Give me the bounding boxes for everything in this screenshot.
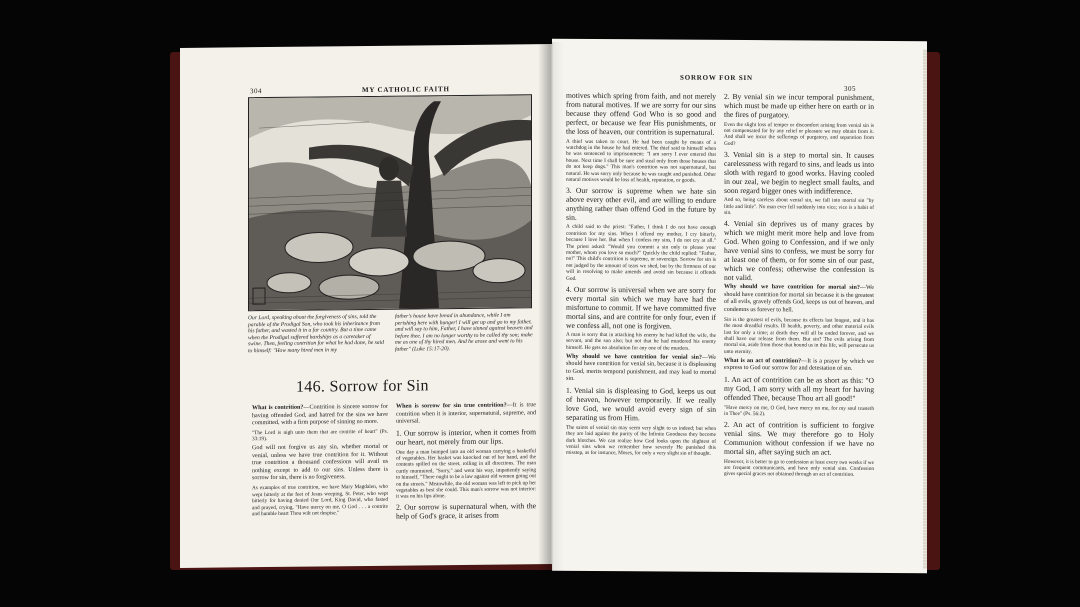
question-heading: Why should we have contrition for mortal sin?: [724, 284, 860, 292]
point-text: 1. Our sorrow is interior, when it comes from our heart, not merely from our lips.: [396, 427, 536, 447]
example-text: And so, being careless about venial sin, we fall into mortal sin "by little and little". No man ever fell suddenly into vice; vice is a habit of sin.: [724, 197, 874, 216]
point-text: 1. Venial sin is displeasing to God, keeps us out of heaven, however temporarily. If we really love God, we would avoid every sign of sin separating us from Him.: [566, 386, 716, 423]
book-gutter-shadow: [538, 42, 564, 574]
example-text: The saints of venial sin may seem very slight to us indeed; but when they are laid against the purity of the Infinite Goodness they become dark blotches. We can realize how God looks upon the slightest of venial sins when we remember how severely He punished this misstep, as for instance, Moses, for only a very slight sin of thought.: [566, 424, 716, 458]
left-page: [180, 44, 552, 568]
page-edges: [923, 49, 927, 569]
point-text: 3. Our sorrow is supreme when we hate sin above every other evil, and are willing to endure anything rather than offend God in the future by sin.: [566, 185, 716, 222]
prodigal-son-illustration: [248, 94, 532, 311]
question-heading: When is sorrow for sin true contrition?: [396, 402, 507, 410]
paragraph: [252, 404, 388, 428]
paragraph: [396, 402, 536, 426]
answer-text: —Contrition is sincere sorrow for having offended God, and hatred for the sins we have committed, with a firm purpose of sinning no more.: [252, 403, 388, 427]
answer-text: —It is true contrition when it is interior, supernatural, supreme, and universal.: [396, 402, 537, 425]
right-page-column-2: [724, 92, 874, 481]
running-head-left: MY CATHOLIC FAITH: [362, 85, 450, 95]
point-text: 2. Our sorrow is supernatural when, with the help of God's grace, it arises from: [396, 501, 536, 521]
answer-text: —It is a prayer by which we express to God our sorrow for and detestation of sin.: [724, 358, 874, 373]
paragraph: God will not forgive us any sin, whether mortal or venial, unless we have true contrition for it. Without true contrition a thousand confessions will avail us nothing except to add to our sins. Unless there is sorrow for sin, there is no forgiveness.: [252, 444, 388, 482]
example-text: A man is sorry that in attacking his enemy he had killed the wife, the servant, and the son also; but not that he had murdered his enemy himself. He gets no absolution for any one of the murders.: [566, 331, 716, 352]
example-text: A thief was taken to court. He had been caught by means of a watchdog in the house he had entered. The thief said to himself when he was sentenced to imprisonment: "I am sorry I ever entered that house. Next time I shall be sure and steal only from those houses that do not keep dogs." This man's contrition was not supernatural, but natural. He was sorry only because he was caught and punished. Other natural motives would be loss of health, reputation, or goods.: [566, 138, 716, 184]
paragraph: [724, 358, 874, 374]
example-text: A child said to the priest: "Father, I think I do not have enough contrition for my sins. When I offend my mother, I cry bitterly, because I love her. But when I confess my sins, I do not cry at all." The priest asked: "Would you commit a sin only to please your mother, whom you love so much?" Quickly the child replied: "Father, no!" This child's contrition is supreme, or sovereign. Sorrow for sin is not judged by the amount of tears we shed, but by the firmness of our will in resolving to make amends and avoid sin because it offends God.: [566, 224, 716, 282]
right-page-column-1: [566, 91, 716, 460]
page-number-right: 305: [844, 84, 856, 93]
right-page: [552, 39, 927, 574]
paragraph: [566, 354, 716, 385]
illustration-caption-right: father's house have bread in abundance, while I am perishing here with hunger! I will get up and go to my father, and will say to him, Father, I have sinned against heaven and before thee. I am no longer worthy to be called thy son; make me as one of thy hired men. And he arose and went to his father" (Luke 15:17-20).: [395, 312, 533, 353]
point-text: 2. By venial sin we incur temporal punishment, which must be made up either here on earth or in the fires of purgatory.: [724, 91, 874, 120]
point-text: 1. An act of contrition can be as short as this: "O my God, I am sorry with all my heart for having offended Thee, because Thou art all good!": [724, 375, 874, 404]
example-text: As examples of true contrition, we have Mary Magdalen, who wept bitterly at the feet of Jesus weeping, St. Peter, who wept bitterly for having denied Our Lord, King David, who fasted and prayed, crying, "Have mercy on me, O God . . . a contrite and humble heart Thou wilt not despise.": [252, 484, 388, 518]
example-text: However, it is better to go to confession at least every two weeks if we are frequent communicants, and have only venial sins. Confession gives special graces not obtained through an act of contrition.: [724, 458, 874, 479]
running-head-right: SORROW FOR SIN: [680, 73, 753, 83]
point-text: 2. An act of contrition is sufficient to forgive venial sins. We may therefore go to Holy Communion without confession if we have no mortal sin, after saying such an act.: [724, 419, 874, 457]
point-text: 4. Venial sin deprives us of many graces by which we might merit more help and love from God. When going to Confession, and if we only have venial sins to confess, we must be sorry for at least one of them, or for some sin of our past, which we confess; otherwise the confession is not valid.: [724, 218, 874, 282]
illustration-caption-left: Our Lord, speaking about the forgiveness of sins, told the parable of the Prodigal Son, who took his inheritance from his father, and wasted it in a far country. But a time came when the Prodigal suffered hardships as a caretaker of swine. Then, feeling contrition for what he had done, he said to himself: "How many hired men in my: [248, 313, 384, 355]
paragraph: [724, 284, 874, 315]
left-page-column-2: [396, 402, 536, 523]
open-book: [170, 40, 940, 580]
scripture-quote: "The Lord is nigh unto them that are contrite of heart" (Ps. 33:19).: [252, 428, 388, 443]
example-text: One day a man bumped into an old woman carrying a basketful of vegetables. Her basket was knocked out of her hand, and the contents spilled on the street, rolling in all directions. The man curtly murmured, "Sorry," and went his way, impatiently saying to himself, "There ought to be a law against old women going out on the streets." Meanwhile, the old woman was left to pick up her vegetables as best she could. This man's sorrow was not interior: it was on his lips alone.: [396, 447, 536, 501]
woodcut-picture: [249, 95, 531, 310]
example-text: Even the slight loss of temper or discomfort arising from venial sin is not compensated for by any relief or pleasure we may obtain from it. And shall we incur the sufferings of purgatory, and separation from God?: [724, 121, 874, 147]
point-text: 4. Our sorrow is universal when we are sorry for every mortal sin which we may have had the misfortune to commit. If we have committed five mortal sins, and are contrite for only four, even if we confess all, not one is forgiven.: [566, 284, 716, 331]
question-heading: What is an act of contrition?: [724, 357, 802, 365]
left-page-column-1: [252, 404, 388, 520]
question-heading: What is contrition?: [252, 404, 304, 412]
answer-text: —We should have contrition for venial sin, because it is displeasing to God, merits temporal punishment, and may lead to mortal sin.: [566, 354, 716, 383]
example-text: Sin is the greatest of evils, because its effects last longest, and it has the most dreadful results. Ill health, poverty, and other material evils last for only a time; at death they will all be ended forever, and we shall have our release from them. But sin? The evils arising from mortal sin, aside from those that hound us in this life, will persecute us unto eternity.: [724, 316, 874, 355]
point-text: 3. Venial sin is a step to mortal sin. It causes carelessness with regard to sins, and leads us into sloth with regard to good works. Having cooled in our zeal, we begin to neglect small faults, and soon regard bigger ones with indifference.: [724, 149, 874, 196]
scripture-quote: "Have mercy on me, O God, have mercy on me, for my soul trusteth in Thee" (Ps. 56:2).: [724, 404, 874, 418]
question-heading: Why should we have contrition for venial sin?: [566, 353, 702, 361]
section-title: 146. Sorrow for Sin: [296, 377, 429, 396]
answer-text: —We should have contrition for mortal sin because it is the greatest of all evils, gravely offends God, keeps us out of heaven, and condemns us forever to hell.: [724, 285, 874, 314]
page-number-left: 304: [250, 87, 262, 96]
point-text: motives which spring from faith, and not merely from natural motives. If we are sorry for our sins because they offend God Who is so good and perfect, or because we fear His punishments, or the loss of heaven, our contrition is supernatural.: [566, 90, 716, 137]
